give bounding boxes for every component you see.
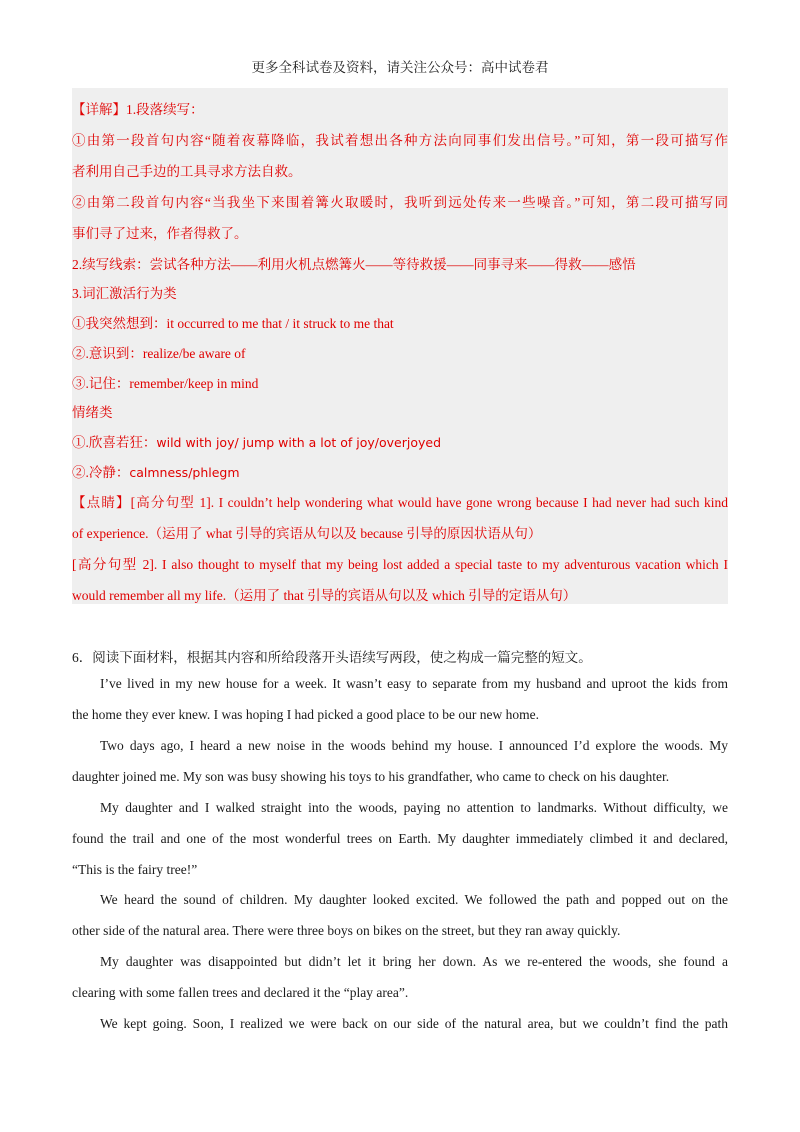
answer-line: [72, 461, 728, 481]
answer-term: ②.冷静：: [72, 465, 130, 480]
answer-term: ①.欣喜若狂：: [72, 435, 157, 450]
passage-line: Two days ago, I heard a new noise in the woods behind my house. I announced I’d explore the woods. My: [100, 738, 728, 753]
passage-line: other side of the natural area. There were three boys on bikes on the street, but they ran away quickly.: [72, 923, 621, 938]
answer-explanation-box: [72, 88, 728, 604]
passage-line: I’ve lived in my new house for a week. It wasn’t easy to separate from my husband and uproot the kids from: [100, 676, 728, 691]
answer-line: [高分句型 2]. I also thought to myself that my being lost added a special taste to my adventurous vacation which I: [72, 557, 728, 572]
answer-line: 【详解】1.段落续写：: [72, 102, 204, 117]
answer-line: ①由第一段首句内容“随着夜幕降临，我试着想出各种方法向同事们发出信号。”可知，第一段可描写作: [72, 133, 728, 148]
answer-line: ②由第二段首句内容“当我坐下来围着篝火取暖时，我听到远处传来一些噪音。”可知，第二段可描写同: [72, 195, 728, 210]
passage-line: daughter joined me. My son was busy showing his toys to his grandfather, who came to check on his daughter.: [72, 769, 670, 784]
answer-phrase: wild with joy/ jump with a lot of joy/overjoyed: [156, 435, 442, 450]
passage-line: clearing with some fallen trees and declared it the “play area”.: [72, 985, 409, 1000]
answer-line: would remember all my life.（运用了 that 引导的宾语从句以及 which 引导的定语从句）: [72, 588, 577, 603]
passage-line: My daughter and I walked straight into the woods, paying no attention to landmarks. Without difficulty, we: [100, 800, 728, 815]
page-header: 更多全科试卷及资料，请关注公众号：高中试卷君: [251, 60, 549, 75]
passage-line: My daughter was disappointed but didn’t let it bring her down. As we re-entered the woods, she found a: [100, 954, 728, 969]
passage-line: We heard the sound of children. My daughter looked excited. We followed the path and popped out on the: [100, 892, 728, 907]
answer-line: 者利用自己手边的工具寻求方法自救。: [72, 164, 302, 179]
answer-line: ③.记住：remember/keep in mind: [72, 376, 259, 391]
answer-line: 2.续写线索：尝试各种方法——利用火机点燃篝火——等待救援——同事寻来——得救——感悟: [72, 257, 636, 272]
answer-line: 3.词汇激活行为类: [72, 286, 177, 301]
question-title: 6．阅读下面材料，根据其内容和所给段落开头语续写两段，使之构成一篇完整的短文。: [72, 650, 592, 665]
answer-line: of experience.（运用了 what 引导的宾语从句以及 because 引导的原因状语从句）: [72, 526, 542, 541]
answer-line: 情绪类: [72, 405, 113, 420]
passage-line: the home they ever knew. I was hoping I had picked a good place to be our new home.: [72, 707, 539, 722]
passage-line: “This is the fairy tree!”: [72, 862, 198, 877]
answer-line: [72, 431, 728, 451]
passage-line: We kept going. Soon, I realized we were back on our side of the natural area, but we couldn’t find the path: [100, 1016, 728, 1031]
answer-phrase: calmness/phlegm: [129, 465, 240, 480]
passage-line: found the trail and one of the most wonderful trees on Earth. My daughter immediately climbed it and declared,: [72, 831, 728, 846]
answer-line: 事们寻了过来，作者得救了。: [72, 226, 248, 241]
answer-line: 【点睛】[高分句型 1]. I couldn’t help wondering what would have gone wrong because I had never had such kind: [72, 495, 728, 510]
answer-line: ②.意识到：realize/be aware of: [72, 346, 246, 361]
answer-line: ①我突然想到：it occurred to me that / it struck to me that: [72, 316, 394, 331]
